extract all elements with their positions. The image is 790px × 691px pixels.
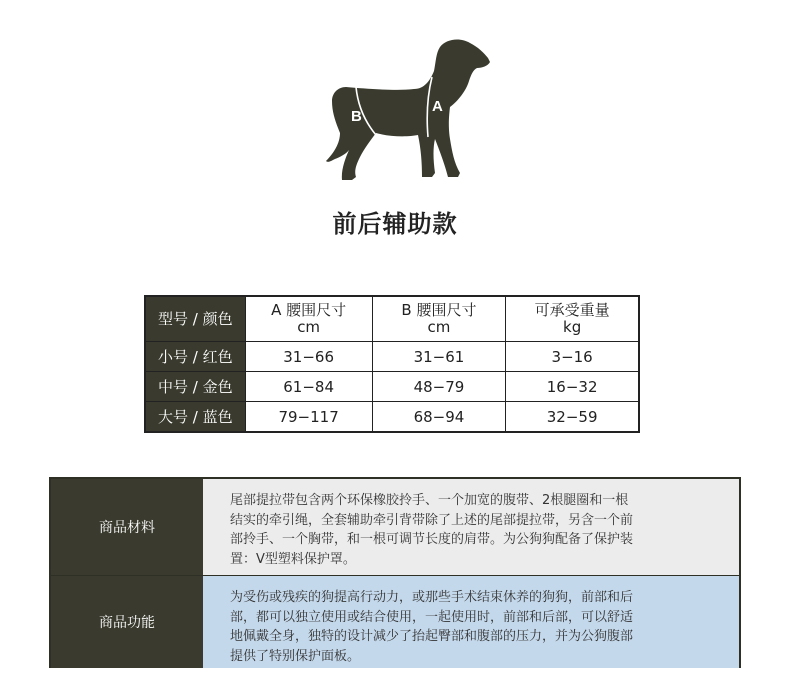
function-line: 提供了特别保护面板。: [230, 648, 361, 664]
function-row: [51, 576, 739, 668]
cell-weight: 32−59: [506, 402, 639, 433]
header-waist-b-unit: cm: [427, 318, 451, 336]
cell-weight: 3−16: [506, 342, 639, 372]
dog-label-b: B: [351, 108, 362, 125]
material-line: 部拎手、一个胸带，和一根可调节长度的肩带。为公狗狗配备了保护装: [230, 532, 634, 547]
header-waist-a-unit: cm: [297, 318, 321, 336]
function-line: 部，都可以独立使用或结合使用，一起使用时，前部和后部，可以舒适: [230, 609, 634, 625]
cell-waist-b: 48−79: [372, 372, 506, 402]
product-info-box: [49, 477, 741, 668]
cell-waist-a: 31−66: [245, 342, 372, 372]
dog-silhouette-icon: [318, 35, 493, 185]
table-row: [145, 372, 639, 402]
header-weight-label: 可承受重量: [534, 301, 610, 319]
dog-silhouette-figure: [318, 35, 493, 185]
cell-waist-a: 61−84: [245, 372, 372, 402]
cell-weight: 16−32: [506, 372, 639, 402]
size-table-header-row: [145, 296, 639, 342]
material-line: 结实的牵引绳，全套辅助牵引背带除了上述的尾部提拉带，另含一个前: [230, 512, 634, 528]
material-line: 尾部提拉带包含两个环保橡胶拎手、一个加宽的腹带、2根腿圈和一根: [230, 493, 629, 508]
header-waist-a: [245, 296, 372, 342]
cell-waist-b: 31−61: [372, 342, 506, 372]
table-row: [145, 342, 639, 372]
header-waist-a-label: A 腰围尺寸: [271, 301, 347, 319]
cell-waist-a: 79−117: [245, 402, 372, 433]
material-row: [51, 479, 739, 576]
cell-waist-b: 68−94: [372, 402, 506, 433]
size-table: [144, 295, 640, 433]
header-weight: [506, 296, 639, 342]
row-size-color: 小号 / 红色: [145, 342, 245, 372]
header-weight-unit: kg: [563, 318, 582, 336]
dog-label-a: A: [432, 98, 443, 115]
row-size-color: 大号 / 蓝色: [145, 402, 245, 433]
material-label: 商品材料: [51, 479, 203, 575]
function-line: 地佩戴全身，独特的设计减少了抬起臀部和腹部的压力，并为公狗腹部: [230, 629, 634, 644]
page-title: 前后辅助款: [332, 210, 458, 238]
header-waist-b: [372, 296, 506, 342]
header-waist-b-label: B 腰围尺寸: [401, 301, 477, 319]
table-row: [145, 402, 639, 433]
material-text: [203, 479, 739, 575]
function-label: 商品功能: [51, 576, 203, 668]
function-line: 为受伤或残疾的狗提高行动力，或那些手术结束休养的狗狗，前部和后: [230, 590, 634, 605]
function-text: [203, 576, 739, 668]
header-model-color: 型号 / 颜色: [145, 296, 245, 342]
row-size-color: 中号 / 金色: [145, 372, 245, 402]
material-line: 置：V型塑料保护罩。: [230, 551, 356, 567]
